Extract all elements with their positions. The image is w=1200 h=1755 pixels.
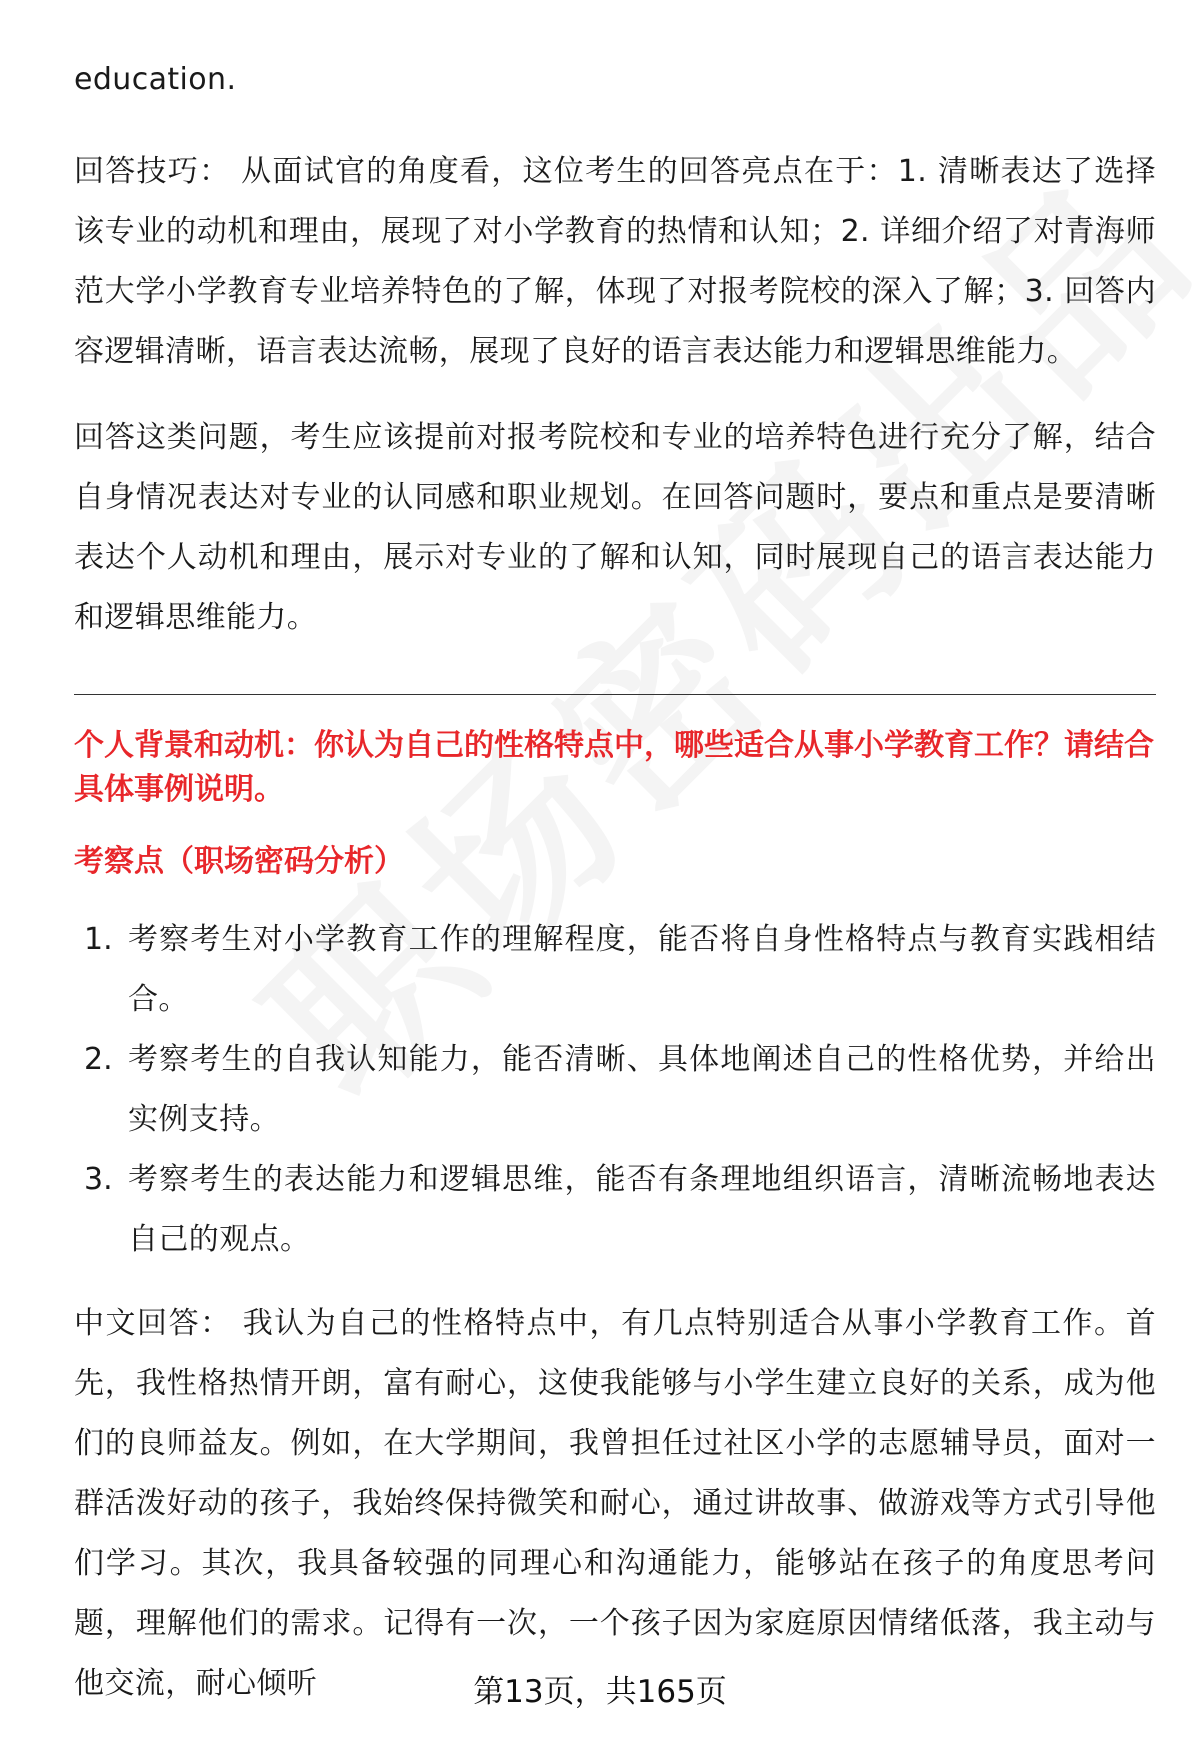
section-divider	[74, 694, 1156, 695]
advice-paragraph: 回答这类问题，考生应该提前对报考院校和专业的培养特色进行充分了解，结合自身情况表达对专业的认同感和职业规划。在回答问题时，要点和重点是要清晰表达个人动机和理由，展示对专业的了解和认知，同时展现自己的语言表达能力和逻辑思维能力。	[74, 420, 1156, 635]
list-item-number: 1.	[84, 922, 113, 957]
list-item-number: 3.	[84, 1162, 113, 1197]
chinese-answer-paragraph: 中文回答： 我认为自己的性格特点中，有几点特别适合从事小学教育工作。首先，我性格热情开朗，富有耐心，这使我能够与小学生建立良好的关系，成为他们的良师益友。例如，在大学期间，我曾担任过社区小学的志愿辅导员，面对一群活泼好动的孩子，我始终保持微笑和耐心，通过讲故事、做游戏等方式引导他们学习。其次，我具备较强的同理心和沟通能力，能够站在孩子的角度思考问题，理解他们的需求。记得有一次，一个孩子因为家庭原因情绪低落，我主动与他交流，耐心倾听	[74, 1306, 1156, 1701]
list-item-text: 考察考生的自我认知能力，能否清晰、具体地阐述自己的性格优势，并给出实例支持。	[128, 1042, 1156, 1137]
page-number: 第13页，共165页	[473, 1674, 727, 1710]
assessment-points-heading: 考察点（职场密码分析）	[74, 844, 404, 879]
list-item	[74, 1150, 1156, 1270]
list-item	[74, 910, 1156, 1030]
list-item-number: 2.	[84, 1042, 113, 1077]
assessment-points-list	[74, 910, 1156, 1270]
list-item-text: 考察考生对小学教育工作的理解程度，能否将自身性格特点与教育实践相结合。	[128, 922, 1156, 1017]
list-item-text: 考察考生的表达能力和逻辑思维，能否有条理地组织语言，清晰流畅地表达自己的观点。	[128, 1162, 1156, 1257]
list-item	[74, 1030, 1156, 1150]
continuation-text: education.	[74, 62, 237, 97]
question-heading: 个人背景和动机：你认为自己的性格特点中，哪些适合从事小学教育工作？请结合具体事例说明。	[74, 728, 1154, 807]
answer-tips-paragraph: 回答技巧： 从面试官的角度看，这位考生的回答亮点在于：1. 清晰表达了选择该专业的动机和理由，展现了对小学教育的热情和认知；2. 详细介绍了对青海师范大学小学教育专业培养特色的了解，体现了对报考院校的深入了解；3. 回答内容逻辑清晰，语言表达流畅，展现了良好的语言表达能力和逻辑思维能力。	[74, 154, 1156, 369]
